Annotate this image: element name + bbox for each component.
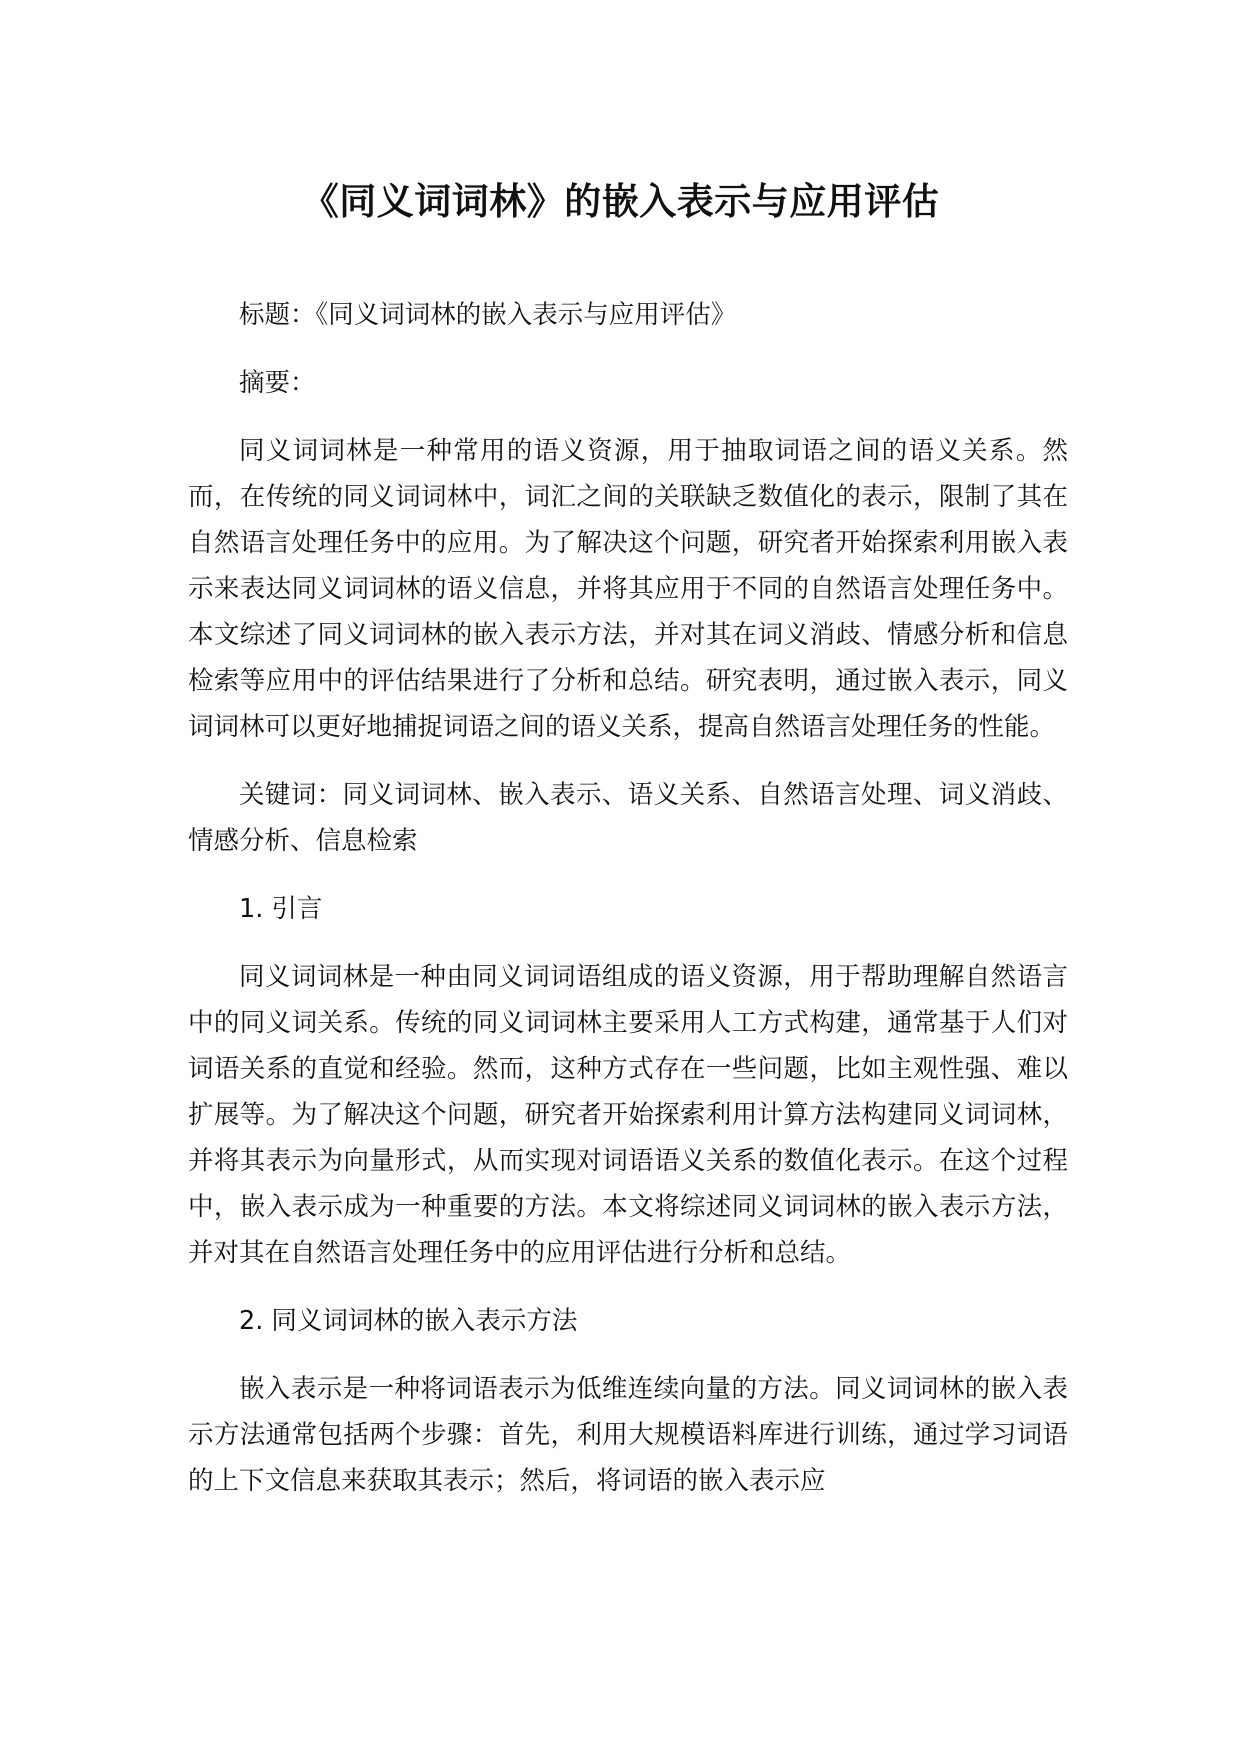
section-2-heading: 2. 同义词词林的嵌入表示方法 xyxy=(239,1306,578,1336)
keywords-paragraph: 关键词：同义词词林、嵌入表示、语义关系、自然语言处理、词义消歧、情感分析、信息检索 xyxy=(188,780,1068,856)
title-line: 标题：《同义词词林的嵌入表示与应用评估》 xyxy=(239,300,737,330)
section-1-heading: 1. 引言 xyxy=(239,894,323,924)
abstract-label: 摘要： xyxy=(239,368,316,398)
section-2-paragraph: 嵌入表示是一种将词语表示为低维连续向量的方法。同义词词林的嵌入表示方法通常包括两个步骤：首先，利用大规模语料库进行训练，通过学习词语的上下文信息来获取其表示；然后，将词语的嵌入表示应 xyxy=(188,1374,1068,1496)
abstract-paragraph: 同义词词林是一种常用的语义资源，用于抽取词语之间的语义关系。然而，在传统的同义词词林中，词汇之间的关联缺乏数值化的表示，限制了其在自然语言处理任务中的应用。为了解决这个问题，研究者开始探索利用嵌入表示来表达同义词词林的语义信息，并将其应用于不同的自然语言处理任务中。本文综述了同义词词林的嵌入表示方法，并对其在词义消歧、情感分析和信息检索等应用中的评估结果进行了分析和总结。研究表明，通过嵌入表示，同义词词林可以更好地捕捉词语之间的语义关系，提高自然语言处理任务的性能。 xyxy=(188,436,1068,742)
section-1-paragraph: 同义词词林是一种由同义词词语组成的语义资源，用于帮助理解自然语言中的同义词关系。传统的同义词词林主要采用人工方式构建，通常基于人们对词语关系的直觉和经验。然而，这种方式存在一些问题，比如主观性强、难以扩展等。为了解决这个问题，研究者开始探索利用计算方法构建同义词词林，并将其表示为向量形式，从而实现对词语语义关系的数值化表示。在这个过程中，嵌入表示成为一种重要的方法。本文将综述同义词词林的嵌入表示方法，并对其在自然语言处理任务中的应用评估进行分析和总结。 xyxy=(188,962,1068,1268)
document-body xyxy=(188,292,1068,1526)
document-title: 《同义词词林》的嵌入表示与应用评估 xyxy=(301,180,940,223)
